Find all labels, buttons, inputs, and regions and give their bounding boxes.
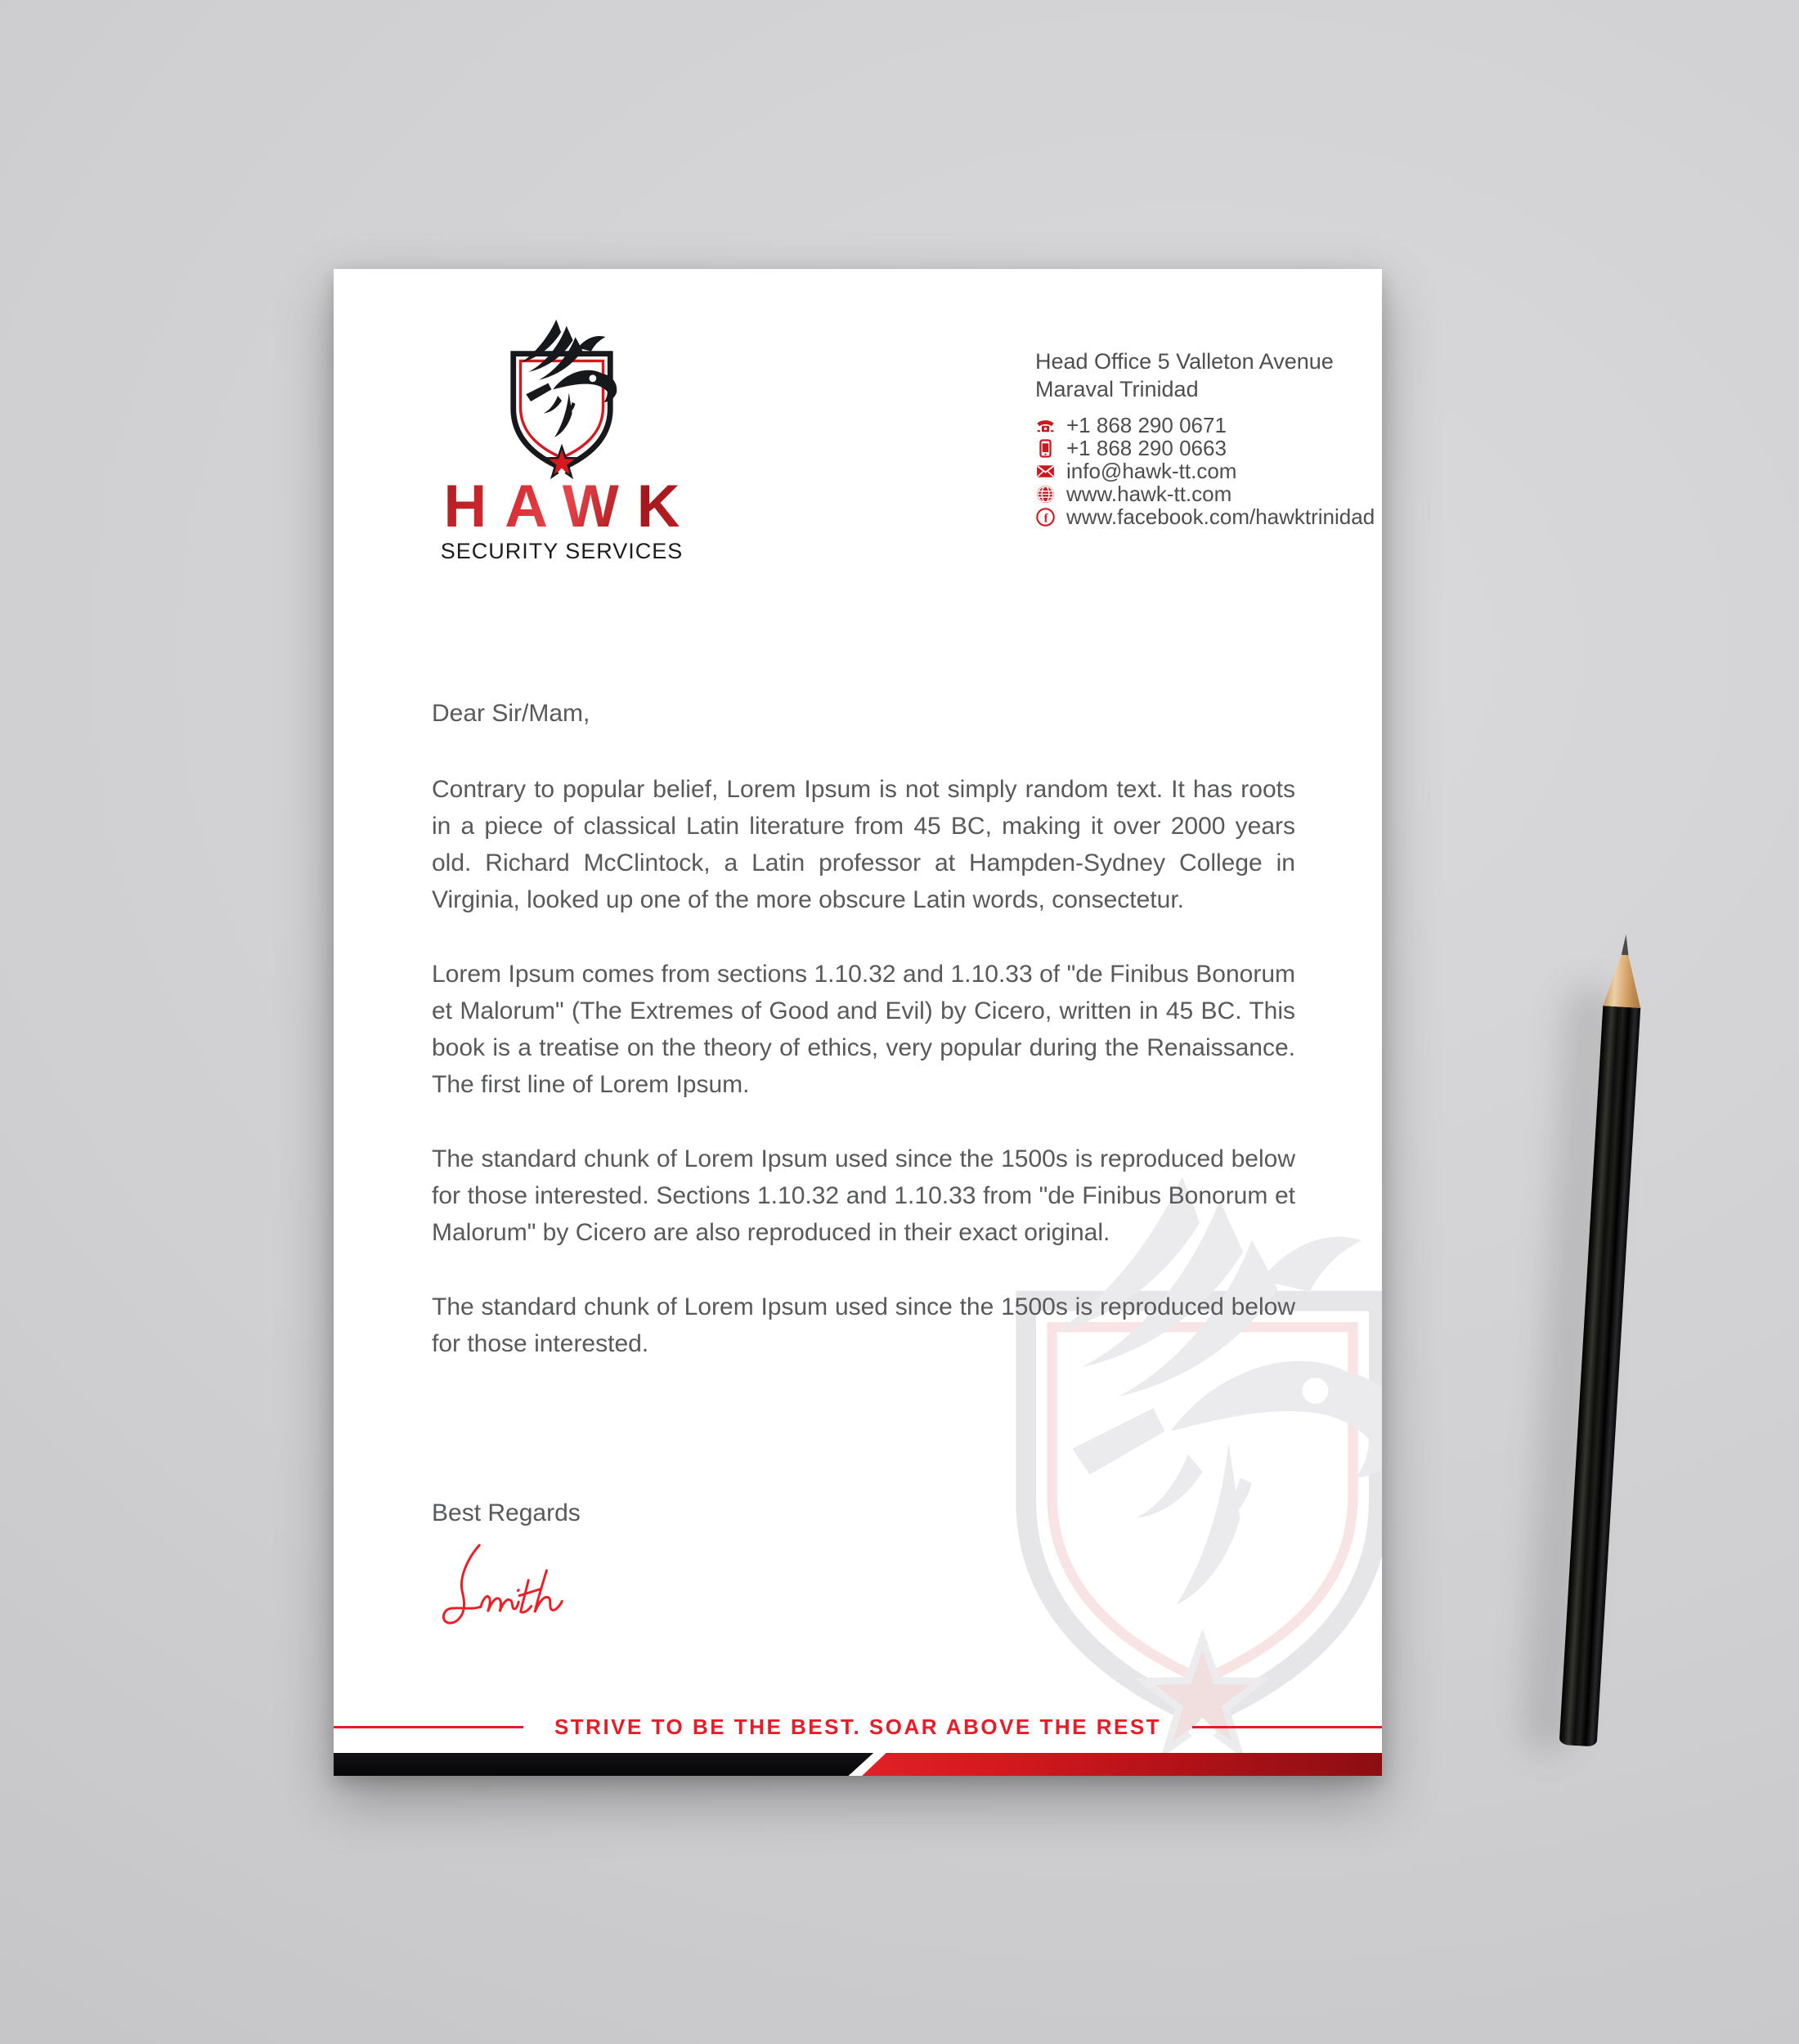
address-line-1: Head Office 5 Valleton Avenue [1035, 349, 1334, 374]
footer-tagline-row [334, 1715, 1382, 1740]
letter-closing: Best Regards [432, 1499, 581, 1526]
facebook-url: www.facebook.com/hawktrinidad [1066, 504, 1375, 529]
contact-row-email [1035, 459, 1375, 482]
contact-block [1035, 347, 1375, 528]
footer-stripes [334, 1753, 1382, 1776]
mobile-number: +1 868 290 0663 [1066, 435, 1227, 460]
phone-icon [1035, 415, 1066, 436]
contact-row-facebook [1035, 505, 1375, 528]
brand-title: HAWK [430, 477, 711, 537]
phone-number: +1 868 290 0671 [1066, 412, 1227, 437]
address-line-2: Maraval Trinidad [1035, 377, 1199, 401]
email-icon [1035, 461, 1066, 482]
company-logo [430, 316, 698, 564]
letter-paragraph-4: The standard chunk of Lorem Ipsum used since the 1500s is reproduced below for those interested. [432, 1293, 1295, 1357]
tagline-rule-left [334, 1726, 523, 1728]
facebook-icon [1035, 507, 1066, 527]
contact-row-phone [1035, 414, 1375, 437]
svg-text:f: f [1043, 511, 1048, 525]
letter-body [432, 695, 1295, 1648]
brand-subtitle: SECURITY SERVICES [440, 539, 684, 564]
contact-row-website [1035, 482, 1375, 505]
mobile-icon [1035, 438, 1066, 459]
letterhead-page [334, 269, 1382, 1776]
contact-row-mobile [1035, 437, 1375, 459]
website-icon [1035, 484, 1066, 504]
letter-salutation: Dear Sir/Mam, [432, 700, 590, 727]
letter-paragraph-3: The standard chunk of Lorem Ipsum used since the 1500s is reproduced below for those interested. Sections 1.10.32 and 1.10.33 from "de Finibus Bonorum et Malorum" by Cicero are also reproduced in their exact original. [432, 1145, 1295, 1246]
website-url: www.hawk-tt.com [1066, 481, 1232, 506]
signature-smith [424, 1540, 616, 1638]
footer-tagline: STRIVE TO BE THE BEST. SOAR ABOVE THE REST [554, 1715, 1162, 1739]
letter-paragraph-1: Contrary to popular belief, Lorem Ipsum is not simply random text. It has roots in a piece of classical Latin literature from 45 BC, making it over 2000 years old. Richard McClintock, a Latin professor at Hampden-Sydney College in Virginia, looked up one of the more obscure Latin words, consectetur. [432, 776, 1295, 913]
email-address: info@hawk-tt.com [1066, 458, 1237, 483]
pencil-wood-cone [1603, 953, 1644, 1008]
pencil-lead-tip [1622, 935, 1631, 956]
letter-paragraph-2: Lorem Ipsum comes from sections 1.10.32 and 1.10.33 of "de Finibus Bonorum et Malorum" (The Extremes of Good and Evil) by Cicero, written in 45 BC. This book is a treatise on the theory of ethics, very popular during the Renaissance. The first line of Lorem Ipsum. [432, 961, 1295, 1098]
tagline-rule-right [1192, 1726, 1382, 1728]
hawk-shield-icon [502, 316, 621, 483]
